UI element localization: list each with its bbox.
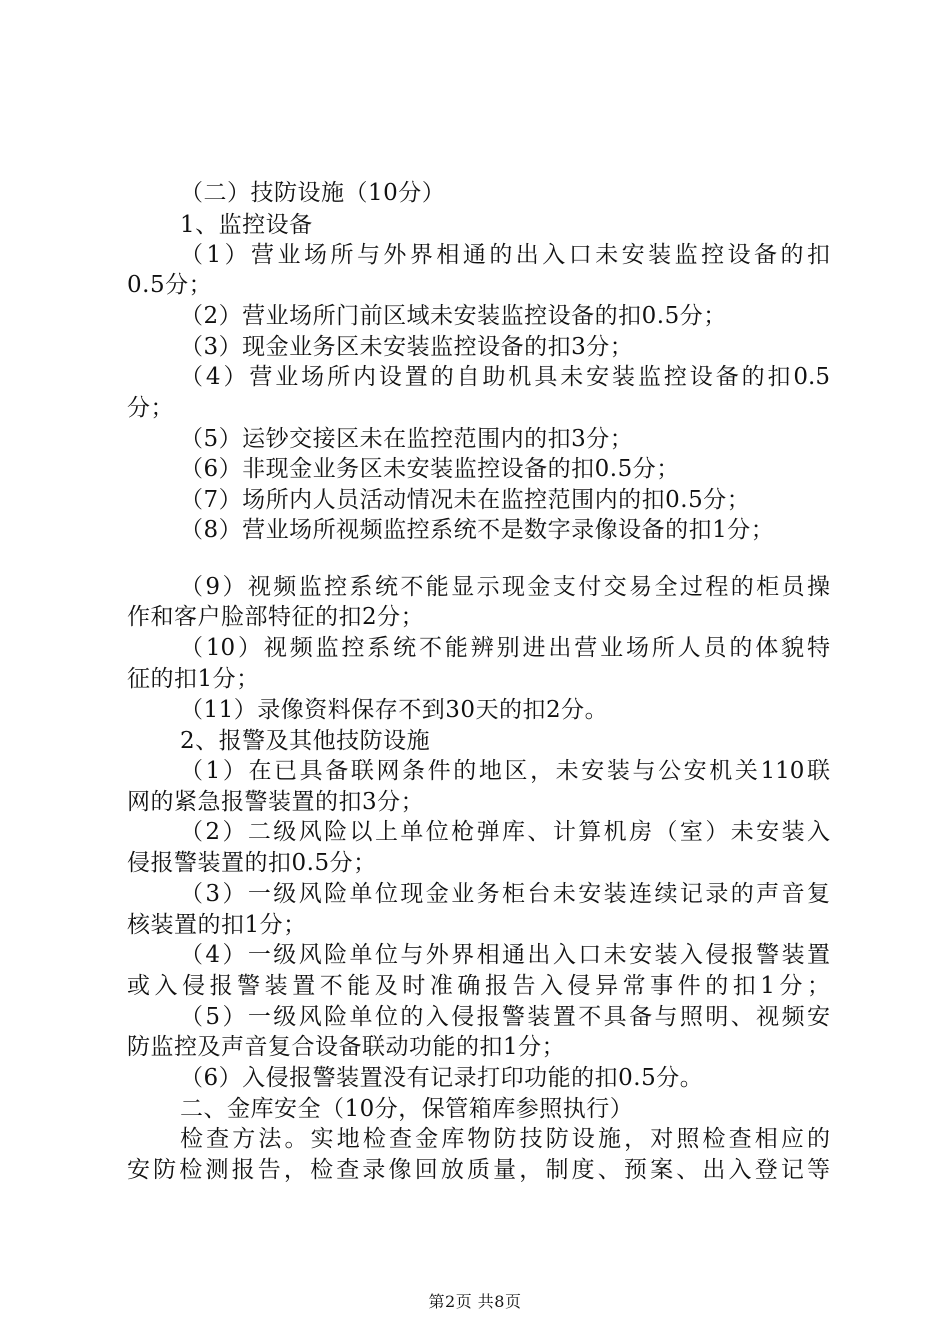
paragraph-line: （1）在已具备联网条件的地区，未安装与公安机关110联 xyxy=(180,758,830,784)
paragraph-line: 作和客户脸部特征的扣2分； xyxy=(127,604,425,630)
paragraph-line: （2）二级风险以上单位枪弹库、计算机房（室）未安装入 xyxy=(180,819,830,845)
section-heading-tech-facilities: （二）技防设施（10分） xyxy=(180,180,446,206)
paragraph-line: （3）一级风险单位现金业务柜台未安装连续记录的声音复 xyxy=(180,881,830,907)
paragraph-line: （5）运钞交接区未在监控范围内的扣3分； xyxy=(180,426,634,452)
paragraph-line: 征的扣1分； xyxy=(127,666,260,692)
paragraph-line: （9）视频监控系统不能显示现金支付交易全过程的柜员操 xyxy=(180,574,830,600)
paragraph-line: （6）入侵报警装置没有记录打印功能的扣0.5分。 xyxy=(180,1065,704,1091)
paragraph-line: 或入侵报警装置不能及时准确报告入侵异常事件的扣1分； xyxy=(127,973,830,999)
paragraph-line: （5）一级风险单位的入侵报警装置不具备与照明、视频安 xyxy=(180,1004,830,1030)
section-heading-vault-security: 二、金库安全（10分，保管箱库参照执行） xyxy=(180,1096,634,1122)
paragraph-line: 0.5分； xyxy=(127,272,213,298)
paragraph-line: （2）营业场所门前区域未安装监控设备的扣0.5分； xyxy=(180,303,727,329)
paragraph-line: （8）营业场所视频监控系统不是数字录像设备的扣1分； xyxy=(180,517,775,543)
paragraph-line: （6）非现金业务区未安装监控设备的扣0.5分； xyxy=(180,456,680,482)
paragraph-line: 防监控及声音复合设备联动功能的扣1分； xyxy=(127,1034,566,1060)
subsection-heading-alarm: 2、报警及其他技防设施 xyxy=(180,728,431,754)
paragraph-line: 核装置的扣1分； xyxy=(127,912,307,938)
subsection-heading-monitoring: 1、监控设备 xyxy=(180,212,313,238)
paragraph-line: 侵报警装置的扣0.5分； xyxy=(127,850,377,876)
paragraph-line: 网的紧急报警装置的扣3分； xyxy=(127,789,425,815)
paragraph-line: （7）场所内人员活动情况未在监控范围内的扣0.5分； xyxy=(180,487,751,513)
paragraph-line: 检查方法。实地检查金库物防技防设施，对照检查相应的 xyxy=(180,1126,830,1152)
paragraph-line: 分； xyxy=(127,395,174,421)
paragraph-line: （1）营业场所与外界相通的出入口未安装监控设备的扣 xyxy=(180,242,830,268)
paragraph-line: （4）一级风险单位与外界相通出入口未安装入侵报警装置 xyxy=(180,942,830,968)
paragraph-line: （3）现金业务区未安装监控设备的扣3分； xyxy=(180,334,634,360)
paragraph-line: （11）录像资料保存不到30天的扣2分。 xyxy=(180,697,609,723)
paragraph-line: 安防检测报告，检查录像回放质量，制度、预案、出入登记等 xyxy=(127,1157,830,1183)
paragraph-line: （4）营业场所内设置的自助机具未安装监控设备的扣0.5 xyxy=(180,364,830,390)
paragraph-line: （10）视频监控系统不能辨别进出营业场所人员的体貌特 xyxy=(180,635,830,661)
page-number-footer: 第2页 共8页 xyxy=(428,1292,522,1311)
